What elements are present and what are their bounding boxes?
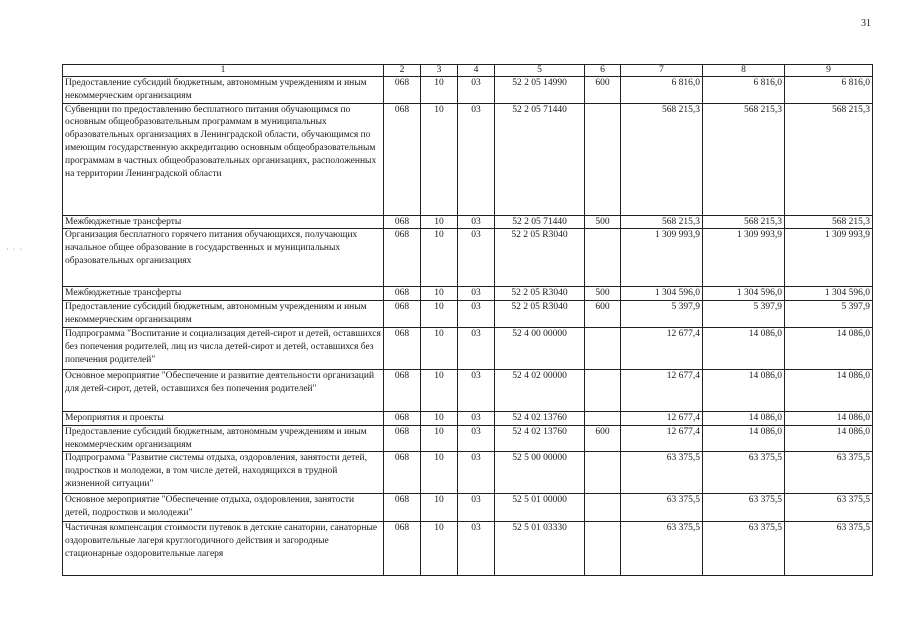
ministry-code-cell: 068 bbox=[384, 287, 421, 301]
row-name-cell: Мероприятия и проекты bbox=[63, 411, 384, 425]
section-code-cell: 10 bbox=[421, 411, 458, 425]
amount-col8-cell: 14 086,0 bbox=[703, 425, 785, 452]
section-code-cell: 10 bbox=[421, 287, 458, 301]
amount-col9-cell: 14 086,0 bbox=[785, 327, 873, 369]
row-name-cell: Организация бесплатного горячего питания обучающихся, получающих начальное общее образование в государственных и муниципальных образовательных организациях bbox=[63, 229, 384, 287]
amount-col9-cell: 14 086,0 bbox=[785, 425, 873, 452]
amount-col7-cell: 5 397,9 bbox=[621, 301, 703, 328]
amount-col9-cell: 14 086,0 bbox=[785, 411, 873, 425]
section-code-cell: 10 bbox=[421, 77, 458, 104]
row-name-cell: Межбюджетные трансферты bbox=[63, 287, 384, 301]
ministry-code-cell: 068 bbox=[384, 452, 421, 494]
row-name-cell: Предоставление субсидий бюджетным, автономным учреждениям и иным некоммерческим организациям bbox=[63, 77, 384, 104]
amount-col9-cell: 1 309 993,9 bbox=[785, 229, 873, 287]
section-code-cell: 10 bbox=[421, 301, 458, 328]
section-code-cell: 10 bbox=[421, 103, 458, 215]
section-code-cell: 10 bbox=[421, 452, 458, 494]
table-row bbox=[63, 522, 873, 576]
subsection-code-cell: 03 bbox=[458, 103, 495, 215]
ministry-code-cell: 068 bbox=[384, 327, 421, 369]
ministry-code-cell: 068 bbox=[384, 369, 421, 411]
amount-col7-cell: 568 215,3 bbox=[621, 103, 703, 215]
ministry-code-cell: 068 bbox=[384, 301, 421, 328]
expense-type-cell bbox=[585, 522, 621, 576]
row-name-cell: Частичная компенсация стоимости путевок в детские санатории, санаторные оздоровительные лагеря круглогодичного действия и загородные стационарные оздоровительные лагеря bbox=[63, 522, 384, 576]
amount-col9-cell: 14 086,0 bbox=[785, 369, 873, 411]
amount-col8-cell: 1 304 596,0 bbox=[703, 287, 785, 301]
target-code-cell: 52 5 01 03330 bbox=[495, 522, 585, 576]
expense-type-cell bbox=[585, 327, 621, 369]
table-row bbox=[63, 327, 873, 369]
amount-col9-cell: 6 816,0 bbox=[785, 77, 873, 104]
amount-col7-cell: 6 816,0 bbox=[621, 77, 703, 104]
subsection-code-cell: 03 bbox=[458, 301, 495, 328]
budget-table bbox=[62, 64, 873, 576]
section-code-cell: 10 bbox=[421, 522, 458, 576]
amount-col7-cell: 63 375,5 bbox=[621, 522, 703, 576]
amount-col9-cell: 63 375,5 bbox=[785, 522, 873, 576]
ministry-code-cell: 068 bbox=[384, 425, 421, 452]
target-code-cell: 52 4 00 00000 bbox=[495, 327, 585, 369]
target-code-cell: 52 2 05 14990 bbox=[495, 77, 585, 104]
expense-type-cell bbox=[585, 369, 621, 411]
amount-col7-cell: 12 677,4 bbox=[621, 411, 703, 425]
ministry-code-cell: 068 bbox=[384, 103, 421, 215]
table-row bbox=[63, 494, 873, 522]
section-code-cell: 10 bbox=[421, 425, 458, 452]
amount-col9-cell: 568 215,3 bbox=[785, 103, 873, 215]
page-number: 31 bbox=[861, 18, 871, 29]
table-row bbox=[63, 452, 873, 494]
subsection-code-cell: 03 bbox=[458, 522, 495, 576]
amount-col8-cell: 63 375,5 bbox=[703, 522, 785, 576]
amount-col9-cell: 1 304 596,0 bbox=[785, 287, 873, 301]
column-header: 5 bbox=[495, 65, 585, 77]
column-header: 3 bbox=[421, 65, 458, 77]
target-code-cell: 52 2 05 71440 bbox=[495, 103, 585, 215]
column-header: 6 bbox=[585, 65, 621, 77]
row-name-cell: Основное мероприятие "Обеспечение отдыха, оздоровления, занятости детей, подростков и молодежи" bbox=[63, 494, 384, 522]
target-code-cell: 52 2 05 R3040 bbox=[495, 229, 585, 287]
target-code-cell: 52 4 02 13760 bbox=[495, 425, 585, 452]
subsection-code-cell: 03 bbox=[458, 327, 495, 369]
ministry-code-cell: 068 bbox=[384, 522, 421, 576]
amount-col7-cell: 63 375,5 bbox=[621, 494, 703, 522]
amount-col8-cell: 568 215,3 bbox=[703, 103, 785, 215]
subsection-code-cell: 03 bbox=[458, 425, 495, 452]
expense-type-cell bbox=[585, 494, 621, 522]
expense-type-cell: 500 bbox=[585, 215, 621, 229]
amount-col8-cell: 14 086,0 bbox=[703, 369, 785, 411]
subsection-code-cell: 03 bbox=[458, 229, 495, 287]
column-header: 8 bbox=[703, 65, 785, 77]
expense-type-cell: 500 bbox=[585, 287, 621, 301]
ministry-code-cell: 068 bbox=[384, 411, 421, 425]
amount-col7-cell: 12 677,4 bbox=[621, 369, 703, 411]
table-row bbox=[63, 229, 873, 287]
section-code-cell: 10 bbox=[421, 215, 458, 229]
column-header: 1 bbox=[63, 65, 384, 77]
ministry-code-cell: 068 bbox=[384, 215, 421, 229]
target-code-cell: 52 5 00 00000 bbox=[495, 452, 585, 494]
target-code-cell: 52 2 05 71440 bbox=[495, 215, 585, 229]
column-header: 2 bbox=[384, 65, 421, 77]
ministry-code-cell: 068 bbox=[384, 494, 421, 522]
target-code-cell: 52 5 01 00000 bbox=[495, 494, 585, 522]
table-row bbox=[63, 103, 873, 215]
section-code-cell: 10 bbox=[421, 369, 458, 411]
subsection-code-cell: 03 bbox=[458, 369, 495, 411]
ministry-code-cell: 068 bbox=[384, 77, 421, 104]
subsection-code-cell: 03 bbox=[458, 287, 495, 301]
subsection-code-cell: 03 bbox=[458, 215, 495, 229]
expense-type-cell: 600 bbox=[585, 77, 621, 104]
row-name-cell: Подпрограмма "Воспитание и социализация детей-сирот и детей, оставшихся без попечения родителей, лиц из числа детей-сирот и детей, оставшихся без попечения родителей" bbox=[63, 327, 384, 369]
subsection-code-cell: 03 bbox=[458, 411, 495, 425]
expense-type-cell: 600 bbox=[585, 301, 621, 328]
amount-col8-cell: 6 816,0 bbox=[703, 77, 785, 104]
amount-col7-cell: 63 375,5 bbox=[621, 452, 703, 494]
target-code-cell: 52 2 05 R3040 bbox=[495, 301, 585, 328]
amount-col9-cell: 5 397,9 bbox=[785, 301, 873, 328]
column-header: 4 bbox=[458, 65, 495, 77]
table-row bbox=[63, 369, 873, 411]
subsection-code-cell: 03 bbox=[458, 494, 495, 522]
margin-mark: · · · bbox=[6, 245, 23, 254]
amount-col9-cell: 568 215,3 bbox=[785, 215, 873, 229]
row-name-cell: Подпрограмма "Развитие системы отдыха, оздоровления, занятости детей, подростков и молодежи, в том числе детей, находящихся в трудной жизненной ситуации" bbox=[63, 452, 384, 494]
target-code-cell: 52 4 02 00000 bbox=[495, 369, 585, 411]
expense-type-cell bbox=[585, 229, 621, 287]
section-code-cell: 10 bbox=[421, 327, 458, 369]
expense-type-cell bbox=[585, 103, 621, 215]
amount-col8-cell: 63 375,5 bbox=[703, 494, 785, 522]
expense-type-cell bbox=[585, 452, 621, 494]
amount-col7-cell: 12 677,4 bbox=[621, 425, 703, 452]
table-row bbox=[63, 301, 873, 328]
row-name-cell: Предоставление субсидий бюджетным, автономным учреждениям и иным некоммерческим организациям bbox=[63, 301, 384, 328]
row-name-cell: Межбюджетные трансферты bbox=[63, 215, 384, 229]
column-header: 9 bbox=[785, 65, 873, 77]
subsection-code-cell: 03 bbox=[458, 77, 495, 104]
amount-col7-cell: 1 304 596,0 bbox=[621, 287, 703, 301]
ministry-code-cell: 068 bbox=[384, 229, 421, 287]
target-code-cell: 52 2 05 R3040 bbox=[495, 287, 585, 301]
amount-col8-cell: 1 309 993,9 bbox=[703, 229, 785, 287]
row-name-cell: Предоставление субсидий бюджетным, автономным учреждениям и иным некоммерческим организациям bbox=[63, 425, 384, 452]
header-row bbox=[63, 65, 873, 77]
amount-col9-cell: 63 375,5 bbox=[785, 494, 873, 522]
amount-col8-cell: 63 375,5 bbox=[703, 452, 785, 494]
amount-col8-cell: 14 086,0 bbox=[703, 411, 785, 425]
table-row bbox=[63, 77, 873, 104]
expense-type-cell: 600 bbox=[585, 425, 621, 452]
table-row bbox=[63, 411, 873, 425]
table-row bbox=[63, 425, 873, 452]
amount-col8-cell: 5 397,9 bbox=[703, 301, 785, 328]
expense-type-cell bbox=[585, 411, 621, 425]
section-code-cell: 10 bbox=[421, 229, 458, 287]
target-code-cell: 52 4 02 13760 bbox=[495, 411, 585, 425]
table-row bbox=[63, 215, 873, 229]
amount-col7-cell: 1 309 993,9 bbox=[621, 229, 703, 287]
amount-col7-cell: 12 677,4 bbox=[621, 327, 703, 369]
amount-col8-cell: 568 215,3 bbox=[703, 215, 785, 229]
amount-col8-cell: 14 086,0 bbox=[703, 327, 785, 369]
column-header: 7 bbox=[621, 65, 703, 77]
amount-col7-cell: 568 215,3 bbox=[621, 215, 703, 229]
amount-col9-cell: 63 375,5 bbox=[785, 452, 873, 494]
row-name-cell: Основное мероприятие "Обеспечение и развитие деятельности организаций для детей-сирот, детей, оставшихся без попечения родителей" bbox=[63, 369, 384, 411]
table-row bbox=[63, 287, 873, 301]
subsection-code-cell: 03 bbox=[458, 452, 495, 494]
section-code-cell: 10 bbox=[421, 494, 458, 522]
row-name-cell: Субвенции по предоставлению бесплатного питания обучающимся по основным общеобразовательным программам в муниципальных образовательных организациях в Ленинградской области, обучающимся по имеющим государственную аккредитацию основным общеобразовательным программам в частных общеобразовательных организациях, расположенных на территории Ленинградской области bbox=[63, 103, 384, 215]
